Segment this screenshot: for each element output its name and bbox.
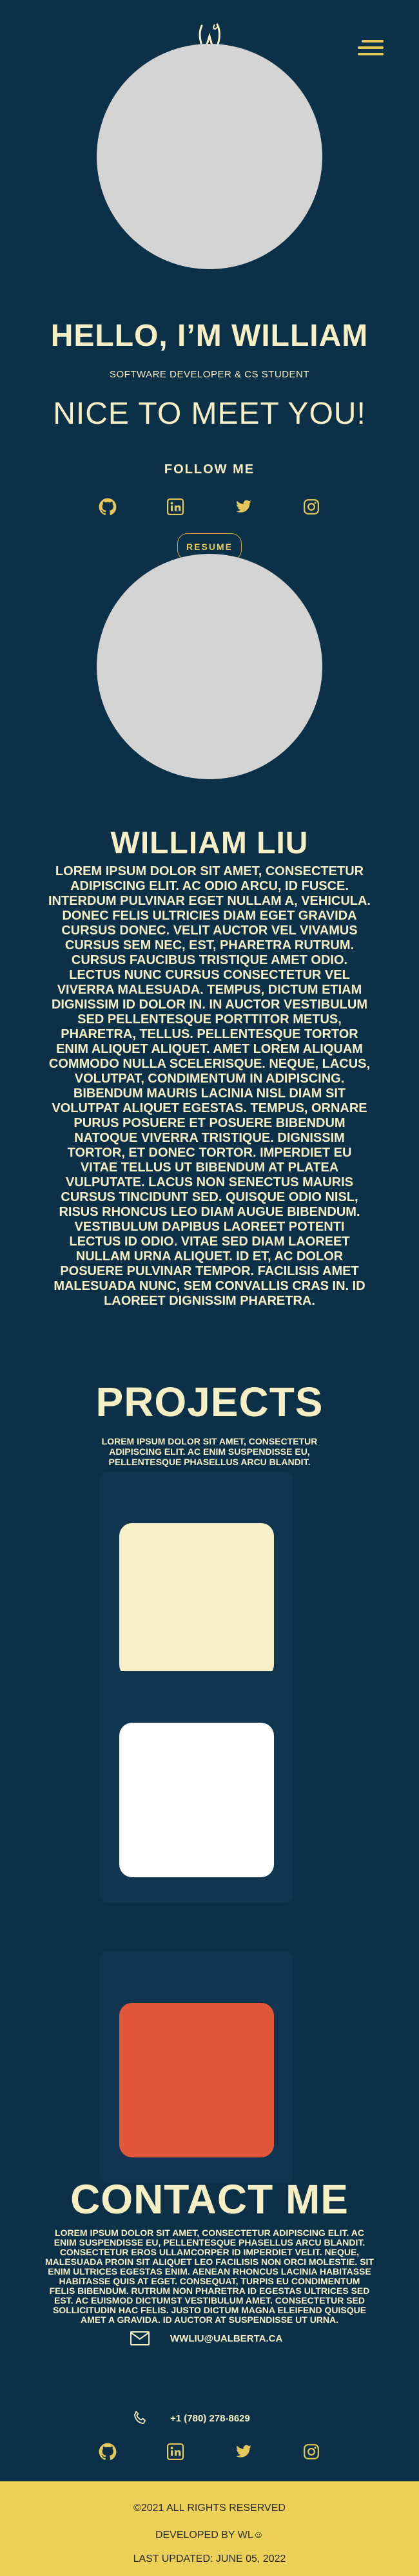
project-thumbnail	[119, 2003, 274, 2157]
github-icon[interactable]	[97, 496, 119, 518]
contact-description: LOREM IPSUM DOLOR SIT AMET, CONSECTETUR ADIPISCING ELIT. AC ENIM SUSPENDISSE EU, PELLENTESQUE PHASELLUS ARCU BLANDIT. CONSECTETUR EROS ULLAMCORPER ID IMPERDIET VELIT. NEQUE, MALESUADA PROIN SIT ALIQUET LEO FACILISIS NON ORCI MOLESTIE. SIT ENIM ULTRICES EGESTAS ENIM. AENEAN RHONCUS LACINIA HABITASSE HABITASSE QUIS AT EGET. CONSEQUAT, TURPIS EU CONDIMENTUM FELIS BIBENDUM. RUTRUM NON PHARETRA ID EGESTAS ULTRICES SED EST. AC EUISMOD DICTUMST VESTIBULUM AMET. CONSECTETUR SED SOLLICITUDIN HAC FELIS. JUSTO DICTUM MAGNA ELEIFEND QUISQUE AMET A GRAVIDA. ID AUCTOR AT SUSPENDISSE UT URNA.	[45, 2228, 374, 2325]
projects-description: LOREM IPSUM DOLOR SIT AMET, CONSECTETUR ADIPISCING ELIT. AC ENIM SUSPENDISSE EU, PELLENTESQUE PHASELLUS ARCU BLANDIT.	[101, 1436, 318, 1467]
hero-tagline: NICE TO MEET YOU!	[53, 397, 366, 431]
instagram-icon[interactable]	[300, 2441, 322, 2463]
twitter-icon[interactable]	[233, 2441, 255, 2463]
hero-subtitle: SOFTWARE DEVELOPER & CS STUDENT	[110, 369, 309, 380]
contact-title: CONTACT ME	[70, 2176, 349, 2222]
contact-email-text: WWLIU@UALBERTA.CA	[170, 2333, 283, 2344]
follow-label: FOLLOW ME	[164, 462, 255, 477]
social-links	[97, 496, 322, 518]
projects-title: PROJECTS	[95, 1379, 324, 1425]
about-name: WILLIAM LIU	[110, 826, 309, 860]
linkedin-icon[interactable]	[164, 2441, 186, 2463]
project-card[interactable]	[100, 1951, 293, 2183]
contact-phone[interactable]	[129, 2407, 250, 2429]
footer	[0, 2481, 419, 2576]
footer-copyright: ©2021 ALL RIGHTS RESERVED	[133, 2503, 286, 2514]
about-photo	[97, 554, 322, 779]
resume-button[interactable]: RESUME	[177, 533, 242, 560]
footer-last-updated: LAST UPDATED: JUNE 05, 2022	[133, 2553, 286, 2564]
profile-photo	[97, 44, 322, 269]
hero-greeting: HELLO, I’M WILLIAM	[50, 319, 369, 353]
project-thumbnail	[119, 1523, 274, 1678]
project-card[interactable]	[100, 1472, 293, 1703]
linkedin-icon[interactable]	[164, 496, 186, 518]
envelope-icon	[129, 2327, 151, 2349]
contact-email[interactable]	[129, 2327, 282, 2349]
project-thumbnail	[119, 1723, 274, 1877]
hamburger-menu-icon[interactable]	[358, 40, 384, 59]
social-links-footer	[97, 2441, 322, 2463]
project-card[interactable]	[100, 1671, 293, 1903]
phone-icon	[129, 2407, 151, 2429]
instagram-icon[interactable]	[300, 496, 322, 518]
twitter-icon[interactable]	[233, 496, 255, 518]
about-text: LOREM IPSUM DOLOR SIT AMET, CONSECTETUR ADIPISCING ELIT. AC ODIO ARCU, ID FUSCE. INTERDUM PULVINAR EGET NULLAM A, VEHICULA. DONEC FELIS ULTRICIES DIAM EGET GRAVIDA CURSUS DONEC. VELIT AUCTOR VEL VIVAMUS CURSUS SEM NEC, EST, PHARETRA RUTRUM. CURSUS FAUCIBUS TRISTIQUE AMET ODIO. LECTUS NUNC CURSUS CONSECTETUR VEL VIVERRA MALESUADA. TEMPUS, DICTUM ETIAM DIGNISSIM ID DOLOR IN. IN AUCTOR VESTIBULUM SED PELLENTESQUE PORTTITOR METUS, PHARETRA, TELLUS. PELLENTESQUE TORTOR ENIM ALIQUET ALIQUET. AMET LOREM ALIQUAM COMMODO NULLA SCELERISQUE. NEQUE, LACUS, VOLUTPAT, CONDIMENTUM IN ADIPISCING. BIBENDUM MAURIS LACINIA NISL DIAM SIT VOLUTPAT ALIQUET EGESTAS. TEMPUS, ORNARE PURUS POSUERE ET POSUERE BIBENDUM NATOQUE VIVERRA TRISTIQUE. DIGNISSIM TORTOR, ET DONEC TORTOR. IMPERDIET EU VITAE TELLUS UT BIBENDUM AT PLATEA VULPUTATE. LACUS NON SENECTUS MAURIS CURSUS TINCIDUNT SED. QUISQUE ODIO NISL, RISUS RHONCUS LEO DIAM AUGUE BIBENDUM. VESTIBULUM DAPIBUS LAOREET POTENTI LECTUS ID ODIO. VITAE SED DIAM LAOREET NULLAM URNA ALIQUET. ID ET, AC DOLOR POSUERE PULVINAR TEMPOR. FACILISIS AMET MALESUADA NUNC, SEM CONVALLIS CRAS IN. ID LAOREET DIGNISSIM PHARETRA.	[48, 864, 371, 1308]
github-icon[interactable]	[97, 2441, 119, 2463]
footer-developed-by: DEVELOPED BY WL☺	[155, 2530, 264, 2541]
contact-phone-text: +1 (780) 278-8629	[170, 2412, 250, 2424]
